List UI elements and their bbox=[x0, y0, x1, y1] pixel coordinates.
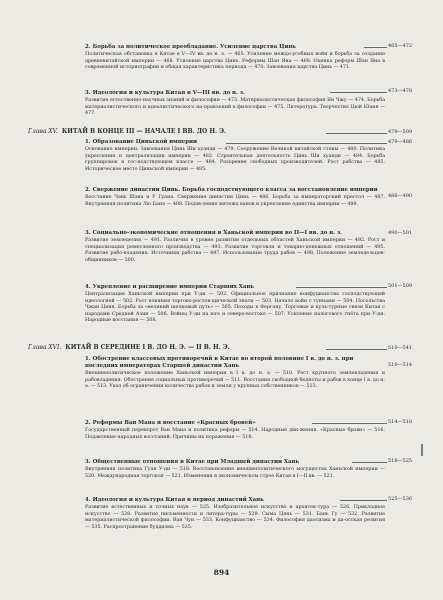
page-range: 525—536 bbox=[388, 496, 413, 502]
toc-entry-heading: 4. Идеология и культура Китая в период династий Хань bbox=[85, 497, 264, 503]
chapter-heading: Глава XV. КИТАЙ В КОНЦЕ III — НАЧАЛЕ I ВВ. ДО Н. Э. bbox=[28, 128, 227, 135]
toc-entry-summary: Восстание Чэнь Шэна и У Гуана. Свержение династии Цинь — 486. Борьба за императорский престол — 487. Внутренняя политика Лю Бана — 488. Подав-ление мятежа ванов и укрепление единства империи — 489. bbox=[85, 194, 385, 207]
toc-entry-summary: Внешнеполитическое положение Ханьской империи в I в. до н. э. — 510. Рост крупного землевладения и рабовладения. Обострение социальных противоречий — 511. Восстания свободной бедноты и рабов в конце I в. до н. э. — 513. Указ об ограничении количества рабов и земли у крупных собственников — 513. bbox=[85, 370, 385, 390]
chapter-page-range: 479—509 bbox=[388, 129, 413, 135]
page-range: 479—486 bbox=[388, 139, 413, 145]
toc-entry bbox=[85, 497, 385, 530]
toc-entry-heading: 2. Борьба за политическое преобладание. Усиление царства Цинь bbox=[85, 44, 296, 50]
chapter-heading: Глава XVI. КИТАЙ В СЕРЕДИНЕ I В. ДО Н. Э. — II В. Н. Э. bbox=[28, 344, 230, 351]
page-range: 473—478 bbox=[388, 88, 413, 94]
page-range: 510—514 bbox=[388, 362, 413, 368]
toc-entry-heading: 2. Реформы Ван Мана и восстание «Красных бровей» bbox=[85, 420, 256, 426]
leader-line bbox=[296, 287, 387, 288]
toc-entry-summary: Развитие естественно-научных знаний и философии — 473. Материалистическая философия Ян Чжу — 474. Борьба материалистического и идеалистического на-правлений в философии — 475. Литература. Творчество Цюй Юаня — 477. bbox=[85, 97, 385, 117]
leader-line bbox=[340, 500, 387, 501]
toc-entry bbox=[85, 284, 385, 324]
toc-entry-heading: 2. Свержение династии Цинь. Борьба господствующего класса за восстановление империи bbox=[85, 187, 378, 193]
toc-entry-heading: 3. Идеология и культура Китая в V—III вв. до н. э. bbox=[85, 90, 245, 96]
page-range: 486—490 bbox=[388, 193, 413, 199]
toc-entry-summary: Государственный переворот Ван Мана и политика реформ — 514. Народные дви-жения. «Красные брови» — 516. Подавление народных восстаний. Причины их поражения — 518. bbox=[85, 427, 385, 440]
leader-line bbox=[326, 349, 387, 350]
toc-entry-heading: 3. Общественные отношения в Китае при Младшей династии Хань bbox=[85, 459, 300, 465]
toc-entry bbox=[85, 230, 385, 263]
toc-entry bbox=[85, 459, 385, 479]
toc-entry bbox=[85, 139, 385, 172]
leader-line bbox=[330, 92, 387, 93]
chapter-page-range: 510—541 bbox=[388, 345, 413, 351]
toc-entry-heading: 3. Социально-экономические отношения в Ханьской империи во II—I вв. до н. э. bbox=[85, 230, 343, 236]
leader-line bbox=[352, 462, 387, 463]
toc-entry bbox=[85, 356, 385, 390]
toc-entry-heading: 4. Укрепление и расширение империи Старших Хань bbox=[85, 284, 254, 290]
page-range: 465—472 bbox=[388, 43, 413, 49]
toc-entry-heading: 1. Образование Циньской империи bbox=[85, 139, 197, 145]
toc-entry-summary: Развитие земледелия — 491. Различия в уровне развития отдельных областей Ханьской империи — 492. Рост и специализация ремесленного производства — 493. Развитие торговли и товарно-денежных отношений — 495. Развитие рабо-владения. Источники рабства — 497. Использование труда рабов — 498. Положение земледельцев-общинников — 500. bbox=[85, 237, 385, 263]
leader-line bbox=[326, 133, 387, 134]
toc-entry-heading: 1. Обострение классовых противоречий в Китае во второй половине I в. до н. э. при последних императорах Старшей династии Хань bbox=[85, 356, 354, 369]
page-range: 490—501 bbox=[388, 230, 413, 236]
toc-entry-summary: Основание империи. Завоевания Цинь Ши хуанди — 479. Сооружение Великой китайской стены — 480. Политика укрепления и централизации империи — 482. Строительная деятельность Цинь Ши хуанди — 484. Борьба группировок в гос-подствующем классе — 484. Разорение свободных производителей. Рост рабства — 485. Историческое место Циньской империи — 485. bbox=[85, 146, 385, 172]
toc-entry-summary: Развитие естественных и точных наук — 525. Изобразительное искусство и архитек-тура — 526. Прикладное искусство — 528. Развитие письменности и литера-туры — 529. Сыма Цянь — 531. Бань Гу — 532. Развитие материалистической философии. Ван Чун — 533. Конфуцианство — 534. Философия даосизма и да-осская религия — 535. Распространение буддизма — 535. bbox=[85, 504, 385, 530]
page-range: 501—509 bbox=[388, 283, 413, 289]
leader-line bbox=[364, 47, 387, 48]
leader-line bbox=[226, 143, 387, 144]
page-number: 894 bbox=[213, 568, 230, 577]
toc-entry bbox=[85, 187, 385, 207]
toc-entry bbox=[85, 44, 385, 71]
page-range: 518—525 bbox=[388, 458, 413, 464]
page-range: 514—518 bbox=[388, 419, 413, 425]
margin-mark bbox=[421, 444, 423, 456]
toc-entry-summary: Внутренняя политика Гуан У-ди — 518. Восстановление внешнеполитического могущества Ханьской империи — 520. Международная торговля — 521. Изменения в экономическом строе Китая в I—II вв. — 521. bbox=[85, 466, 385, 479]
toc-entry-summary: Политическая обстановка в Китае в V—IV вв. до н. э. — 465. Усиление междо-усобных войн и борьба за создание древнекитайской империи — 468. Усиление царства Цинь. Реформы Шан Яна — 468. Оценка реформ Шан Яна в современной историографии и общая характеристика периода — 470. Завоевания царства Цинь — 471. bbox=[85, 51, 385, 71]
toc-entry-summary: Централизация Ханьской империи при У-ди — 502. Официальное признание конфуцианства господствующей идеологией — 502. Рост влияния торгово-ростов-щической знати — 503. Начало войн с гуннами — 504. Посольства Чжан Цяня. Борьба за «великий шелковый путь» — 505. Походы в Фергану. Торговые и куль-турные связи Китая с народами Средней Азии — 506. Войны У-ди на юге и северо-востоке — 507. Усиление налогового гнёта при У-ди. Народные восстания — 508. bbox=[85, 291, 385, 324]
toc-entry bbox=[85, 90, 385, 117]
leader-line bbox=[312, 423, 387, 424]
